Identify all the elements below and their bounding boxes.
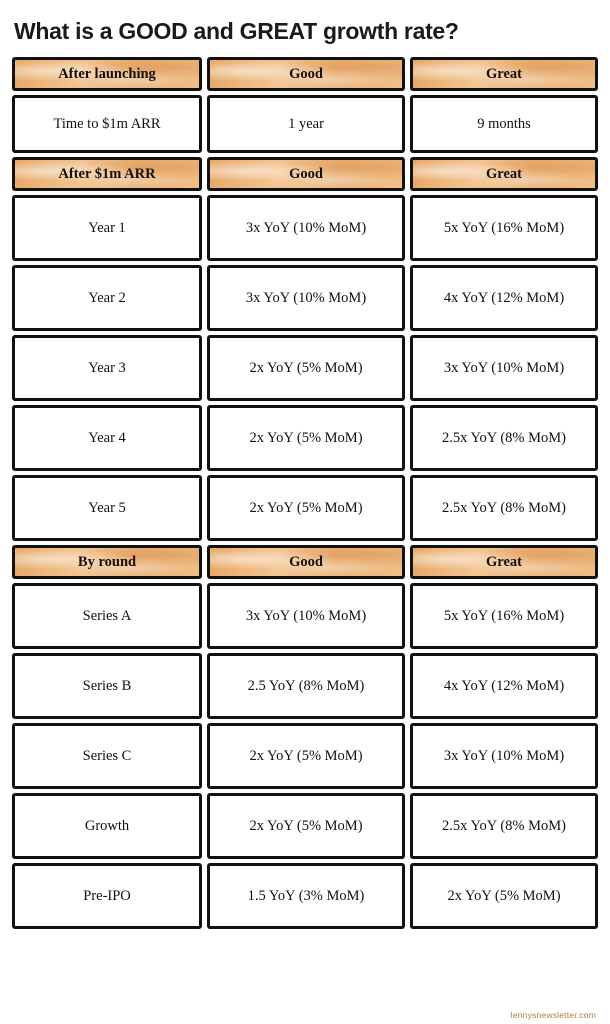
row-good-value: 2x YoY (5% MoM) bbox=[207, 405, 405, 471]
row-good-value: 3x YoY (10% MoM) bbox=[207, 265, 405, 331]
table-row bbox=[12, 653, 598, 719]
column-header-great: Great bbox=[410, 545, 598, 579]
row-great-value: 4x YoY (12% MoM) bbox=[410, 653, 598, 719]
table-row bbox=[12, 95, 598, 153]
section-header-after-1m-arr bbox=[12, 157, 598, 191]
row-good-value: 3x YoY (10% MoM) bbox=[207, 583, 405, 649]
row-good-value: 2.5 YoY (8% MoM) bbox=[207, 653, 405, 719]
row-label: Year 2 bbox=[12, 265, 202, 331]
row-good-value: 2x YoY (5% MoM) bbox=[207, 475, 405, 541]
row-good-value: 2x YoY (5% MoM) bbox=[207, 793, 405, 859]
table-row bbox=[12, 863, 598, 929]
row-label: Series C bbox=[12, 723, 202, 789]
table-row bbox=[12, 195, 598, 261]
row-great-value: 3x YoY (10% MoM) bbox=[410, 723, 598, 789]
row-label: Series B bbox=[12, 653, 202, 719]
section-header-label: By round bbox=[12, 545, 202, 579]
source-attribution: lennysnewsletter.com bbox=[510, 1010, 596, 1020]
table-row bbox=[12, 405, 598, 471]
row-label: Year 4 bbox=[12, 405, 202, 471]
row-good-value: 2x YoY (5% MoM) bbox=[207, 723, 405, 789]
row-good-value: 2x YoY (5% MoM) bbox=[207, 335, 405, 401]
row-label: Growth bbox=[12, 793, 202, 859]
row-label: Year 5 bbox=[12, 475, 202, 541]
page-title: What is a GOOD and GREAT growth rate? bbox=[14, 18, 459, 44]
table-row bbox=[12, 475, 598, 541]
row-great-value: 2x YoY (5% MoM) bbox=[410, 863, 598, 929]
row-label: Pre-IPO bbox=[12, 863, 202, 929]
row-great-value: 2.5x YoY (8% MoM) bbox=[410, 793, 598, 859]
table-row bbox=[12, 793, 598, 859]
row-label: Year 3 bbox=[12, 335, 202, 401]
table-row bbox=[12, 335, 598, 401]
table-row bbox=[12, 265, 598, 331]
row-label: Series A bbox=[12, 583, 202, 649]
column-header-great: Great bbox=[410, 157, 598, 191]
row-great-value: 5x YoY (16% MoM) bbox=[410, 195, 598, 261]
row-good-value: 1 year bbox=[207, 95, 405, 153]
section-header-label: After $1m ARR bbox=[12, 157, 202, 191]
growth-rate-table bbox=[12, 57, 598, 929]
section-header-by-round bbox=[12, 545, 598, 579]
row-label: Time to $1m ARR bbox=[12, 95, 202, 153]
row-great-value: 2.5x YoY (8% MoM) bbox=[410, 475, 598, 541]
table-row bbox=[12, 583, 598, 649]
section-header-after-launching bbox=[12, 57, 598, 91]
row-great-value: 5x YoY (16% MoM) bbox=[410, 583, 598, 649]
row-great-value: 2.5x YoY (8% MoM) bbox=[410, 405, 598, 471]
row-great-value: 3x YoY (10% MoM) bbox=[410, 335, 598, 401]
row-good-value: 3x YoY (10% MoM) bbox=[207, 195, 405, 261]
column-header-good: Good bbox=[207, 545, 405, 579]
table-row bbox=[12, 723, 598, 789]
row-great-value: 9 months bbox=[410, 95, 598, 153]
column-header-good: Good bbox=[207, 157, 405, 191]
column-header-good: Good bbox=[207, 57, 405, 91]
section-header-label: After launching bbox=[12, 57, 202, 91]
column-header-great: Great bbox=[410, 57, 598, 91]
row-great-value: 4x YoY (12% MoM) bbox=[410, 265, 598, 331]
row-label: Year 1 bbox=[12, 195, 202, 261]
row-good-value: 1.5 YoY (3% MoM) bbox=[207, 863, 405, 929]
